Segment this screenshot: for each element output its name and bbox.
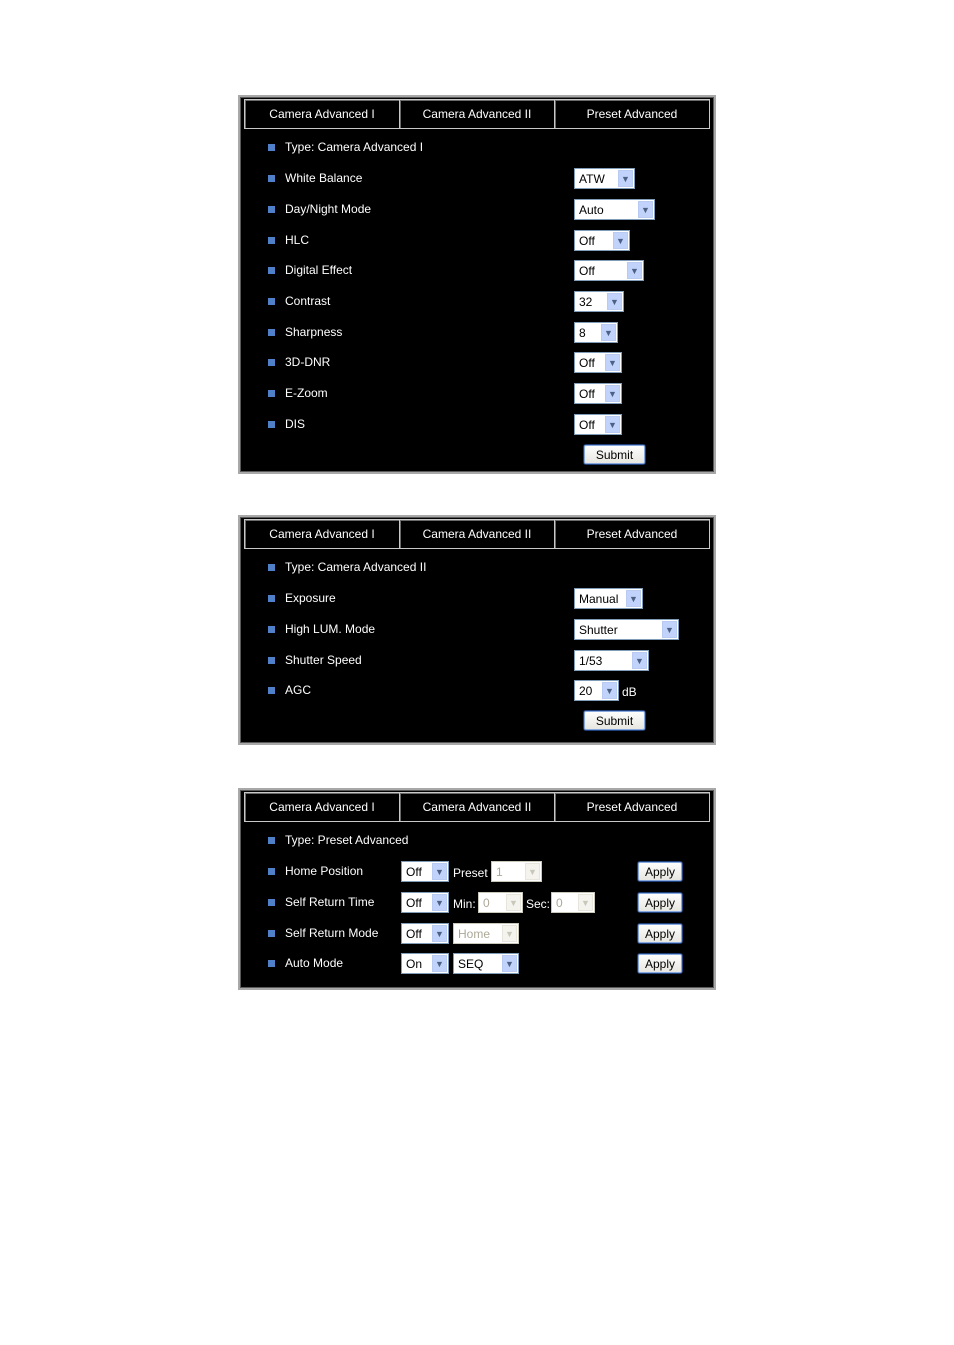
- chevron-down-icon: ▼: [626, 590, 641, 607]
- 3d-dnr-row: [264, 351, 706, 375]
- high-lum-mode-row: [264, 618, 706, 642]
- auto-mode-label: Auto Mode: [285, 956, 344, 970]
- min-select: 0 ▼: [478, 892, 523, 913]
- bullet-icon: [268, 868, 275, 875]
- day-night-mode-select[interactable]: Auto ▼: [574, 199, 655, 220]
- preset-advanced-panel: [238, 788, 716, 990]
- chevron-down-icon: ▼: [632, 652, 647, 669]
- bullet-icon: [268, 930, 275, 937]
- auto-mode-row: [264, 952, 706, 976]
- chevron-down-icon: ▼: [432, 894, 447, 911]
- chevron-down-icon: ▼: [502, 925, 517, 942]
- digital-effect-row: [264, 259, 706, 283]
- tab-camera-advanced-2[interactable]: Camera Advanced II: [399, 99, 555, 129]
- sharpness-row: [264, 321, 706, 345]
- bullet-icon: [268, 175, 275, 182]
- type-row: [264, 829, 706, 853]
- dis-row: [264, 413, 706, 437]
- agc-label: AGC: [285, 683, 312, 697]
- auto-mode-select[interactable]: On ▼: [401, 953, 449, 974]
- chevron-down-icon: ▼: [605, 354, 620, 371]
- bullet-icon: [268, 626, 275, 633]
- hlc-row: [264, 229, 706, 253]
- sharpness-select[interactable]: 8 ▼: [574, 322, 618, 343]
- contrast-label: Contrast: [285, 294, 331, 308]
- day-night-mode-row: [264, 198, 706, 222]
- hlc-label: HLC: [285, 233, 310, 247]
- tab-camera-advanced-1[interactable]: Camera Advanced I: [244, 519, 400, 549]
- chevron-down-icon: ▼: [605, 416, 620, 433]
- agc-select[interactable]: 20 ▼: [574, 680, 619, 701]
- sec-select: 0 ▼: [551, 892, 595, 913]
- home-position-select[interactable]: Off ▼: [401, 861, 449, 882]
- type-label: Type: Camera Advanced I: [285, 140, 424, 154]
- apply-button[interactable]: Apply: [637, 953, 683, 974]
- chevron-down-icon: ▼: [506, 894, 521, 911]
- e-zoom-select[interactable]: Off ▼: [574, 383, 622, 404]
- self-return-mode-select[interactable]: Off ▼: [401, 923, 449, 944]
- shutter-speed-label: Shutter Speed: [285, 653, 362, 667]
- e-zoom-label: E-Zoom: [285, 386, 328, 400]
- white-balance-label: White Balance: [285, 171, 363, 185]
- exposure-label: Exposure: [285, 591, 336, 605]
- contrast-row: [264, 290, 706, 314]
- tab-preset-advanced[interactable]: Preset Advanced: [554, 519, 710, 549]
- chevron-down-icon: ▼: [605, 385, 620, 402]
- home-position-label: Home Position: [285, 864, 364, 878]
- bullet-icon: [268, 687, 275, 694]
- apply-button[interactable]: Apply: [637, 861, 683, 882]
- self-return-time-row: [264, 891, 706, 915]
- agc-row: [264, 679, 706, 703]
- chevron-down-icon: ▼: [662, 621, 677, 638]
- exposure-row: [264, 587, 706, 611]
- self-return-time-label: Self Return Time: [285, 895, 375, 909]
- dis-select[interactable]: Off ▼: [574, 414, 622, 435]
- tab-bar: [244, 792, 710, 822]
- min-label: Min:: [453, 897, 476, 911]
- sec-label: Sec:: [526, 897, 551, 911]
- chevron-down-icon: ▼: [525, 863, 540, 880]
- apply-button[interactable]: Apply: [637, 892, 683, 913]
- chevron-down-icon: ▼: [618, 170, 633, 187]
- exposure-select[interactable]: Manual ▼: [574, 588, 643, 609]
- chevron-down-icon: ▼: [613, 232, 628, 249]
- agc-unit: dB: [622, 685, 637, 699]
- type-row: [264, 136, 706, 160]
- preset-select: 1 ▼: [491, 861, 542, 882]
- 3d-dnr-label: 3D-DNR: [285, 355, 331, 369]
- tab-camera-advanced-1[interactable]: Camera Advanced I: [244, 99, 400, 129]
- self-return-time-select[interactable]: Off ▼: [401, 892, 449, 913]
- tab-bar: [244, 99, 710, 129]
- e-zoom-row: [264, 382, 706, 406]
- bullet-icon: [268, 144, 275, 151]
- bullet-icon: [268, 421, 275, 428]
- type-row: [264, 556, 706, 580]
- bullet-icon: [268, 960, 275, 967]
- camera-advanced-2-panel: [238, 515, 716, 745]
- bullet-icon: [268, 657, 275, 664]
- return-mode-select: Home ▼: [453, 923, 519, 944]
- chevron-down-icon: ▼: [601, 324, 616, 341]
- bullet-icon: [268, 237, 275, 244]
- self-return-mode-row: [264, 922, 706, 946]
- bullet-icon: [268, 298, 275, 305]
- bullet-icon: [268, 359, 275, 366]
- chevron-down-icon: ▼: [578, 894, 593, 911]
- digital-effect-select[interactable]: Off ▼: [574, 260, 644, 281]
- tab-preset-advanced[interactable]: Preset Advanced: [554, 792, 710, 822]
- chevron-down-icon: ▼: [638, 201, 653, 218]
- chevron-down-icon: ▼: [432, 955, 447, 972]
- tab-preset-advanced[interactable]: Preset Advanced: [554, 99, 710, 129]
- tab-bar: [244, 519, 710, 549]
- bullet-icon: [268, 329, 275, 336]
- contrast-select[interactable]: 32 ▼: [574, 291, 624, 312]
- bullet-icon: [268, 390, 275, 397]
- tab-camera-advanced-1[interactable]: Camera Advanced I: [244, 792, 400, 822]
- sharpness-label: Sharpness: [285, 325, 343, 339]
- chevron-down-icon: ▼: [502, 955, 517, 972]
- shutter-speed-select[interactable]: 1/53 ▼: [574, 650, 649, 671]
- submit-button[interactable]: Submit: [583, 444, 646, 465]
- digital-effect-label: Digital Effect: [285, 263, 353, 277]
- white-balance-select[interactable]: ATW ▼: [574, 168, 635, 189]
- day-night-mode-label: Day/Night Mode: [285, 202, 372, 216]
- high-lum-mode-label: High LUM. Mode: [285, 622, 376, 636]
- chevron-down-icon: ▼: [602, 682, 617, 699]
- type-label: Type: Camera Advanced II: [285, 560, 427, 574]
- tab-camera-advanced-2[interactable]: Camera Advanced II: [399, 792, 555, 822]
- bullet-icon: [268, 267, 275, 274]
- chevron-down-icon: ▼: [432, 863, 447, 880]
- preset-label: Preset: [453, 866, 488, 880]
- type-label: Type: Preset Advanced: [285, 833, 409, 847]
- dis-label: DIS: [285, 417, 306, 431]
- chevron-down-icon: ▼: [607, 293, 622, 310]
- bullet-icon: [268, 595, 275, 602]
- shutter-speed-row: [264, 649, 706, 673]
- bullet-icon: [268, 899, 275, 906]
- chevron-down-icon: ▼: [432, 925, 447, 942]
- 3d-dnr-select[interactable]: Off ▼: [574, 352, 622, 373]
- apply-button[interactable]: Apply: [637, 923, 683, 944]
- tab-camera-advanced-2[interactable]: Camera Advanced II: [399, 519, 555, 549]
- home-position-row: [264, 860, 706, 884]
- auto-mode-type-select[interactable]: SEQ ▼: [453, 953, 519, 974]
- bullet-icon: [268, 837, 275, 844]
- bullet-icon: [268, 206, 275, 213]
- chevron-down-icon: ▼: [627, 262, 642, 279]
- camera-advanced-1-panel: [238, 95, 716, 474]
- bullet-icon: [268, 564, 275, 571]
- self-return-mode-label: Self Return Mode: [285, 926, 379, 940]
- submit-button[interactable]: Submit: [583, 710, 646, 731]
- hlc-select[interactable]: Off ▼: [574, 230, 630, 251]
- white-balance-row: [264, 167, 706, 191]
- high-lum-mode-select[interactable]: Shutter ▼: [574, 619, 679, 640]
